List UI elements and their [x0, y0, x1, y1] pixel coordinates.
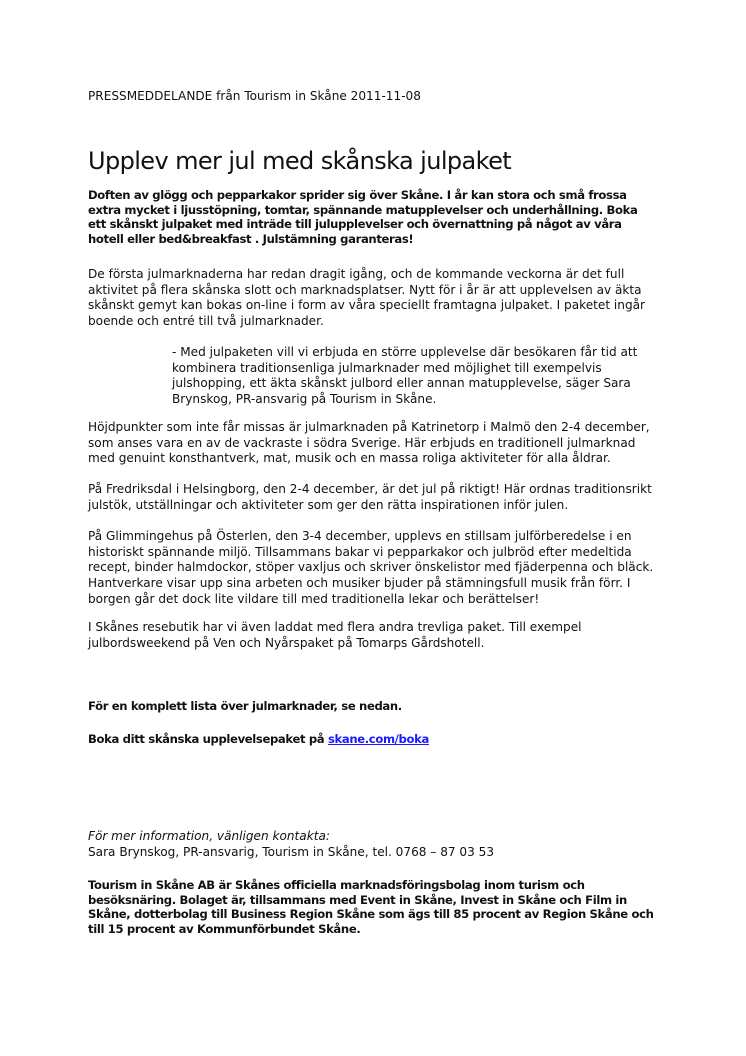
quote-paragraph: - Med julpaketen vill vi erbjuda en större upplevelse där besökaren får tid att kombinera traditionsenliga julmarknader med möjlighet till exempelvis julshopping, ett äkta skånskt julbord eller annan matupplevelse, säger Sara Brynskog, PR-ansvarig på Tourism in Skåne. [172, 345, 638, 407]
paragraph-resebutik: I Skånes resebutik har vi även laddat med flera andra trevliga paket. Till exempel julbordsweekend på Ven och Nyårspaket på Tomarps Gårdshotell. [88, 620, 582, 650]
lead-paragraph: Doften av glögg och pepparkakor sprider sig över Skåne. I år kan stora och små frossa extra mycket i ljusstöpning, tomtar, spännande matupplevelser och underhållning. Boka ett skånskt julpaket med inträde till julupplevelser och övernattning på något av våra hotell eller bed&breakfast . Julstämning garanteras! [88, 188, 638, 247]
booking-line [88, 732, 658, 747]
julmarknad-list-note: För en komplett lista över julmarknader, se nedan. [88, 699, 402, 713]
paragraph-fredriksdal: På Fredriksdal i Helsingborg, den 2-4 december, är det jul på riktigt! Här ordnas traditionsrikt julstök, utställningar och aktiviteter som ger den rätta inspirationen inför julen. [88, 482, 652, 512]
contact-details: Sara Brynskog, PR-ansvarig, Tourism in Skåne, tel. 0768 – 87 03 53 [88, 845, 495, 859]
press-release-header: PRESSMEDDELANDE från Tourism in Skåne 2011-11-08 [88, 89, 421, 103]
paragraph-intro: De första julmarknaderna har redan dragit igång, och de kommande veckorna är det full aktivitet på flera skånska slott och marknadsplatser. Nytt för i år är att upplevelsen av äkta skånskt gemyt kan bokas on-line i form av våra speciellt framtagna julpaket. I paketet ingår boende och entré till två julmarknader. [88, 267, 646, 329]
paragraph-glimmingehus: På Glimmingehus på Österlen, den 3-4 december, upplevs en stillsam julförberedelse i en historiskt spännande miljö. Tillsammans bakar vi pepparkakor och julbröd efter medeltida recept, binder halmdockor, stöper vaxljus och skriver önskelistor med fjäderpenna och bläck. Hantverkare visar upp sina arbeten och musiker bjuder på stämningsfull musik från förr. I borgen går det dock lite vildare till med traditionella lekar och berättelser! [88, 529, 654, 606]
contact-label: För mer information, vänligen kontakta: [88, 829, 330, 843]
booking-link[interactable]: skane.com/boka [327, 732, 429, 746]
booking-prefix: Boka ditt skånska upplevelsepaket på [88, 732, 328, 746]
company-footer: Tourism in Skåne AB är Skånes officiella marknadsföringsbolag inom turism och besöksnäring. Bolaget är, tillsammans med Event in Skåne, Invest in Skåne och Film in Skåne, dotterbolag till Business Region Skåne som ägs till 85 procent av Region Skåne och till 15 procent av Kommunförbundet Skåne. [88, 878, 654, 937]
paragraph-katrinetorp: Höjdpunkter som inte får missas är julmarknaden på Katrinetorp i Malmö den 2-4 december, som anses vara en av de vackraste i södra Sverige. Här erbjuds en traditionell julmarknad med genuint konsthantverk, mat, musik och en massa roliga aktiviteter för alla åldrar. [88, 420, 650, 466]
page-title: Upplev mer jul med skånska julpaket [88, 147, 512, 175]
